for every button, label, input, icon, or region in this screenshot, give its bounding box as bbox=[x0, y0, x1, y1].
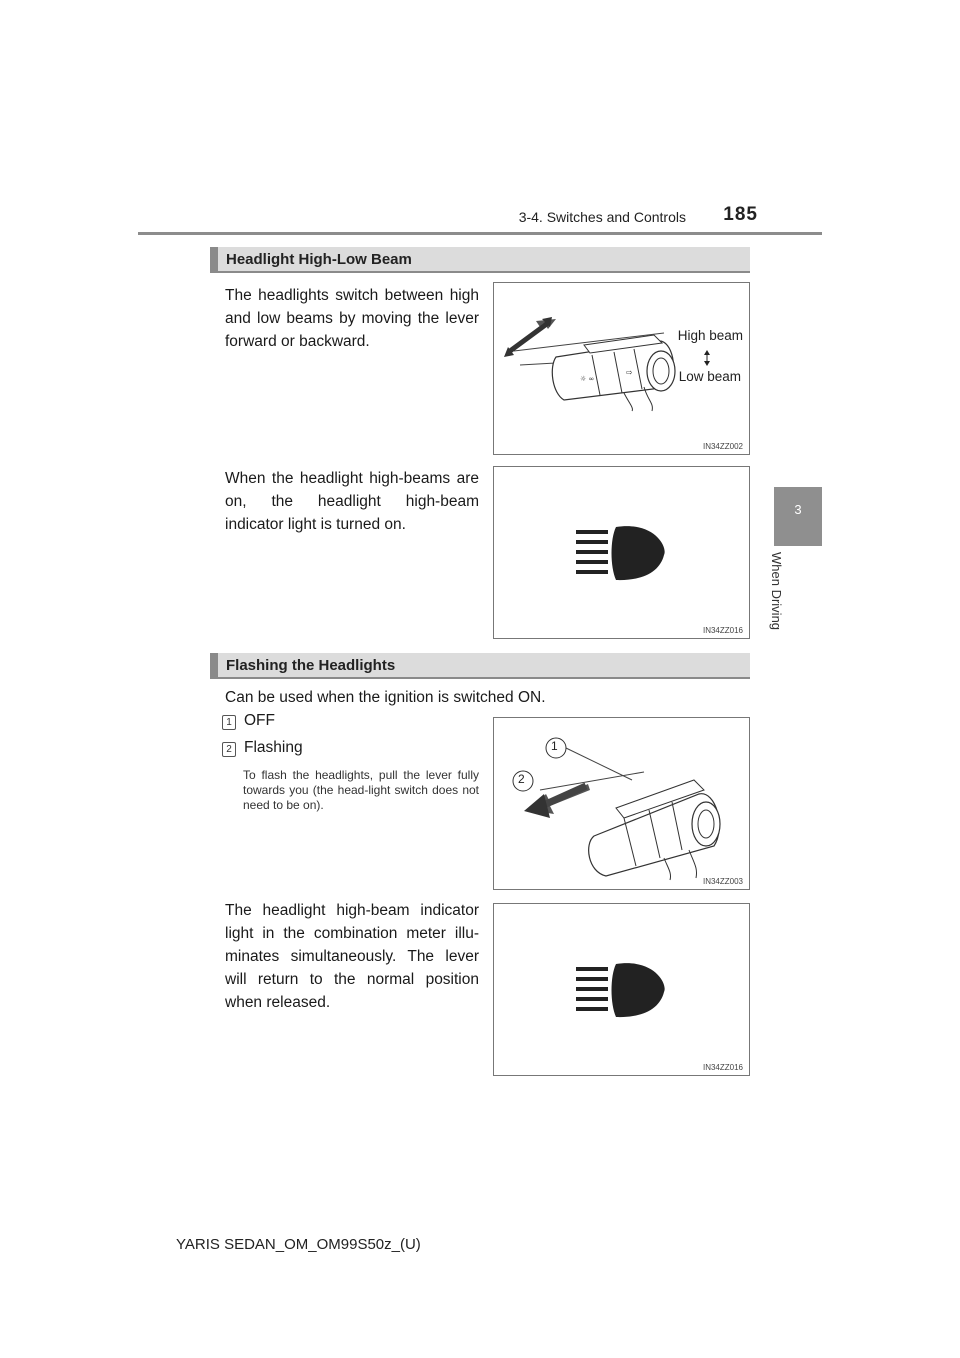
paragraph-indicator-on: When the headlight high-beams are on, the headlight high-beam indicator light is turned on. bbox=[225, 470, 479, 533]
callout-low-beam: Low beam bbox=[678, 369, 741, 384]
chapter-label-text: When Driving bbox=[769, 552, 784, 631]
figure-high-beam-indicator-2 bbox=[493, 903, 750, 1076]
list-item-flashing: Flashing bbox=[244, 739, 303, 756]
paragraph-indicator-flash: The headlight high-beam indicator light in the combination meter illu-minates simultaneously. The lever will return to the normal position when released. bbox=[225, 902, 479, 1011]
header-section-title: 3-4. Switches and Controls bbox=[518, 209, 686, 225]
list-number-1: 1 bbox=[222, 715, 236, 730]
list-item-off: OFF bbox=[244, 712, 275, 729]
figure-headlight-lever bbox=[493, 282, 750, 455]
paragraph-ignition: Can be used when the ignition is switched ON. bbox=[225, 689, 546, 706]
list-number-2: 2 bbox=[222, 742, 236, 757]
figure-headlight-lever-pull bbox=[493, 717, 750, 890]
headlight-lever-pull-icon bbox=[494, 718, 749, 889]
chapter-label bbox=[769, 552, 789, 642]
note-flash: To flash the headlights, pull the lever fully towards you (the head-light switch does not need to be on). bbox=[243, 768, 479, 812]
figure-code: IN34ZZ016 bbox=[702, 1063, 743, 1072]
svg-text:⇨: ⇨ bbox=[626, 368, 633, 377]
chapter-number: 3 bbox=[794, 502, 802, 517]
figure-code: IN34ZZ003 bbox=[702, 877, 743, 886]
high-beam-indicator-icon bbox=[494, 904, 749, 1075]
section-heading-high-low-beam bbox=[210, 247, 750, 273]
callout-2: 2 bbox=[518, 772, 525, 786]
page-number: 185 bbox=[723, 204, 758, 225]
callout-1: 1 bbox=[551, 739, 558, 753]
section-heading-text: Flashing the Headlights bbox=[226, 657, 396, 674]
figure-code: IN34ZZ002 bbox=[702, 442, 743, 451]
paragraph-high-low-beam: The headlights switch between high and low beams by moving the lever forward or backward. bbox=[225, 287, 479, 350]
figure-high-beam-indicator bbox=[493, 466, 750, 639]
footer-document-id: YARIS SEDAN_OM_OM99S50z_(U) bbox=[176, 1236, 421, 1253]
figure-code: IN34ZZ016 bbox=[702, 626, 743, 635]
svg-text:☼ ∞: ☼ ∞ bbox=[580, 375, 595, 383]
high-beam-indicator-icon bbox=[494, 467, 749, 638]
callout-high-beam: High beam bbox=[677, 328, 743, 343]
section-heading-text: Headlight High-Low Beam bbox=[226, 251, 412, 268]
section-heading-flashing bbox=[210, 653, 750, 679]
header-rule bbox=[138, 232, 822, 235]
